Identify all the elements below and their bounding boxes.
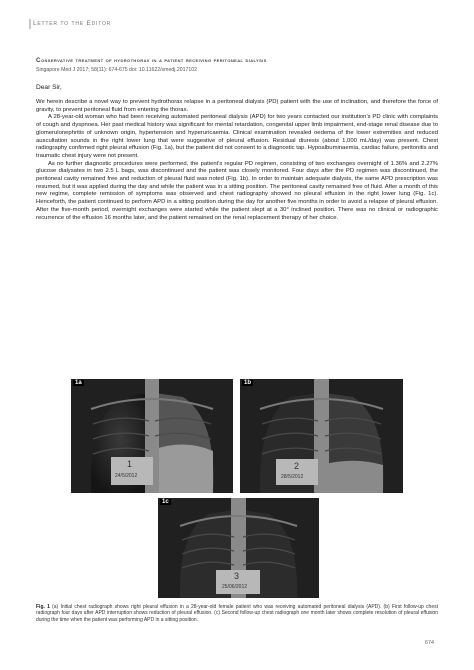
article-body [36, 99, 438, 222]
caption-prefix: Fig. 1 [36, 604, 50, 610]
film-number: 2 [294, 461, 300, 471]
paragraph: We herein describe a novel way to prevent hydrothorax relapse in a peritoneal dialysis (PD) patient with the use of inclination, and therefore the force of gravity, to prevent peritoneal fluid from entering the thorax. [36, 99, 438, 113]
caption-text: (a) Initial chest radiograph shows right pleural effusion in a 28-year-old female patient who was receiving automated peritoneal dialysis (APD). (b) First follow-up chest radiograph four days after APD interruption shows reduction of pleural effusion. (c) Second follow-up chest radiograph one month later shows complete resolution of pleural effusion during the time when the patient was performing APD in a sitting position. [36, 604, 438, 623]
figure-1a [71, 379, 233, 493]
figure-label: 1b [244, 380, 252, 386]
figure-1c [158, 498, 319, 598]
paragraph: As no further diagnostic procedures were performed, the patient's regular PD regimen, consisting of two exchanges overnight of 1.36% and 2.27% glucose dialysates in two 2.5 L bags, was discontinued and the patient was closely monitored. Four days after the PD regimen was discontinued, the peritoneal cavity remained free and reduction of pleural fluid was noted (Fig. 1b). In order to maintain adequate dialysis, the same APD prescription was resumed, but it was applied during the day and while the patient was in a sitting position. The peritoneal cavity remained free of fluid. After a month of this new regime, complete remission of symptoms was observed and chest radiography showed no pleural effusion in the right lower lung (Fig. 1c). Henceforth, the patient continued to perform APD in a sitting position during the day for another five months in order to avoid a relapse of pleural effusion. After the five-month period, overnight exchanges were started while the patient slept at a 30° inclined position. There was no clinical or radiographic recurrence of the effusion 16 months later, and the patient remained on the renal replacement therapy of her choice. [36, 160, 438, 221]
chest-radiograph-1c [158, 498, 319, 598]
figure-caption [36, 604, 438, 623]
figure-label: 1a [75, 380, 82, 386]
article-citation: Singapore Med J 2017; 58(11): 674-675 doi: 10.11622/smedj.2017102 [36, 67, 198, 73]
figure-label: 1c [162, 499, 169, 505]
chest-radiograph-1a [71, 379, 233, 493]
film-date: 24/5/2012 [115, 473, 138, 479]
paragraph: A 28-year-old woman who had been receiving automated peritoneal dialysis (APD) for two years contacted our institution's PD clinic with complaints of cough and dyspnoea. Her past medical history was significant for mental retardation, congenital upper limb impairment, end-stage renal disease due to glomerulonephritis of unknown origin, hypertension and hyperuricaemia. Clinical examination revealed oedema of the lower extremities and reduced auscultation sounds in the right lower lung that were suggestive of pleural effusion. Residual diuresis (about 1,000 mL/day) was present. Chest radiography confirmed right pleural effusion (Fig. 1a), but the patient did not consent to a diagnostic tap. Hypoalbuminaemia, cardiac failure, peritonitis and traumatic chest injury were not present. [36, 114, 438, 159]
article-title: Conservative treatment of hydrothorax in a patient receiving peritoneal dialysis [36, 57, 267, 64]
figure-1b [240, 379, 403, 493]
page-number: 674 [425, 640, 434, 646]
salutation: Dear Sir, [36, 84, 62, 91]
film-number: 3 [234, 571, 240, 581]
film-date: 28/5/2012 [281, 474, 304, 480]
film-date: 25/06/2012 [222, 584, 248, 590]
film-number: 1 [127, 459, 133, 469]
section-header: Letter to the Editor [33, 20, 112, 27]
chest-radiograph-1b [240, 379, 403, 493]
header-bar [29, 19, 31, 29]
